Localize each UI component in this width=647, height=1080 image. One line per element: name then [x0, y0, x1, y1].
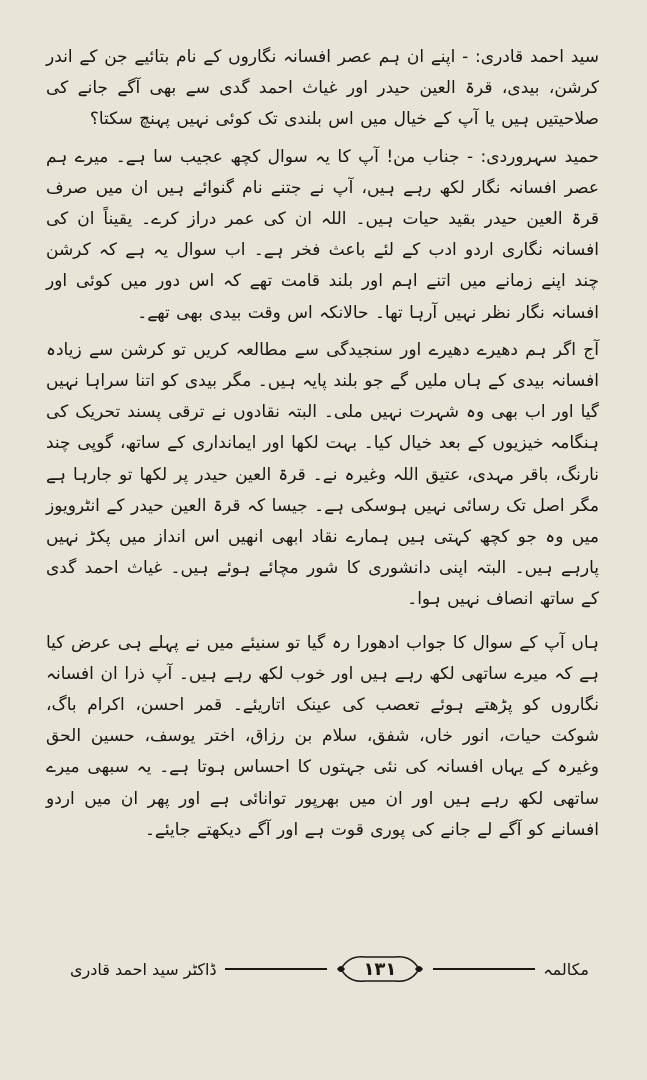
footer-rule-right — [433, 968, 535, 970]
paragraph-answer-3: ہاں آپ کے سوال کا جواب ادھورا رہ گیا تو سنیئے میں نے پہلے ہی عرض کیا ہے کہ میرے ساتھی لکھ رہے ہیں اور خوب لکھ رہے ہیں۔ آپ ذرا ان افسانہ نگاروں کو پڑھتے ہوئے تعصب کی عینک اتاریئے۔ قمر احسن، اکرام باگ، شوکت حیات، انور خاں، شفق، سلام بن رزاق، اختر یوسف، حسین الحق وغیرہ کے یہاں افسانہ کی نئی جہتوں کا احساس ہوتا ہے۔ یہ سبھی میرے ساتھی لکھ رہے ہیں اور ان میں بھرپور توانائی ہے اور پھر ان میں اردو افسانے کو آگے لے جانے کی پوری قوت ہے اور آگے دیکھتے جایئے۔ — [46, 632, 599, 840]
paragraph-answer-1: حمید سہروردی: - جناب من! آپ کا یہ سوال کچھ عجیب سا ہے۔ میرے ہم عصر افسانہ نگار لکھ رہے ہیں، آپ نے جتنے نام گنوائے ہیں ان میں صرف قرۃ العین حیدر بقید حیات ہیں۔ اللہ ان کی عمر دراز کرے۔ یقیناً ان کی افسانہ نگاری اردو ادب کے لئے باعث فخر ہے۔ اب سوال یہ ہے کہ کرشن چند اپنے زمانے میں اتنے اہم اور بلند قامت تھے کہ اس دور میں کوئی اور افسانہ نگار نظر نہیں آرہا تھا۔ حالانکہ اس وقت بیدی بھی تھے۔ — [46, 146, 599, 323]
page-number: ۱۳۱ — [363, 958, 397, 980]
footer-rule-left — [225, 968, 327, 970]
footer-author: ڈاکٹر سید احمد قادری — [70, 959, 217, 979]
page-number-badge — [335, 949, 425, 989]
footer-book-title: مکالمہ — [543, 959, 589, 979]
paragraph-question: سید احمد قادری: - اپنے ان ہم عصر افسانہ نگاروں کے نام بتائیے جن کے اندر کرشن، بیدی، قرۃ العین حیدر اور غیاث احمد گدی سے بھی آگے جانے کی صلاحیتیں ہیں یا آپ کے خیال میں اس بلندی تک کوئی نہیں پہنچ سکتا؟ — [46, 47, 599, 130]
paragraph-answer-2: آج اگر ہم دھیرے دھیرے اور سنجیدگی سے مطالعہ کریں تو کرشن سے زیادہ افسانہ بیدی کے ہاں ملیں گے جو بلند پایہ ہیں۔ مگر بیدی کو اتنا سراہا نہیں گیا اور اب بھی وہ شہرت نہیں ملی۔ البتہ نقادوں نے ترقی پسند تحریک کی ہنگامہ خیزیوں کے بعد خیال کیا۔ بہت لکھا اور ایمانداری کے ساتھ، گوپی چند نارنگ، باقر مہدی، عتیق اللہ وغیرہ نے۔ قرۃ العین حیدر پر لکھا تو جارہا ہے مگر اصل تک رسائی نہیں ہوسکی ہے۔ جیسا کہ قرۃ العین حیدر کے انٹرویوز میں وہ جو کچھ کہتی ہیں ہمارے نقاد ابھی انھیں اس انداز میں پکڑ نہیں پارہے ہیں۔ البتہ اپنی دانشوری کا شور مچائے ہوئے ہیں۔ غیاث احمد گدی کے ساتھ انصاف نہیں ہوا۔ — [46, 339, 599, 610]
page-footer — [70, 942, 589, 996]
